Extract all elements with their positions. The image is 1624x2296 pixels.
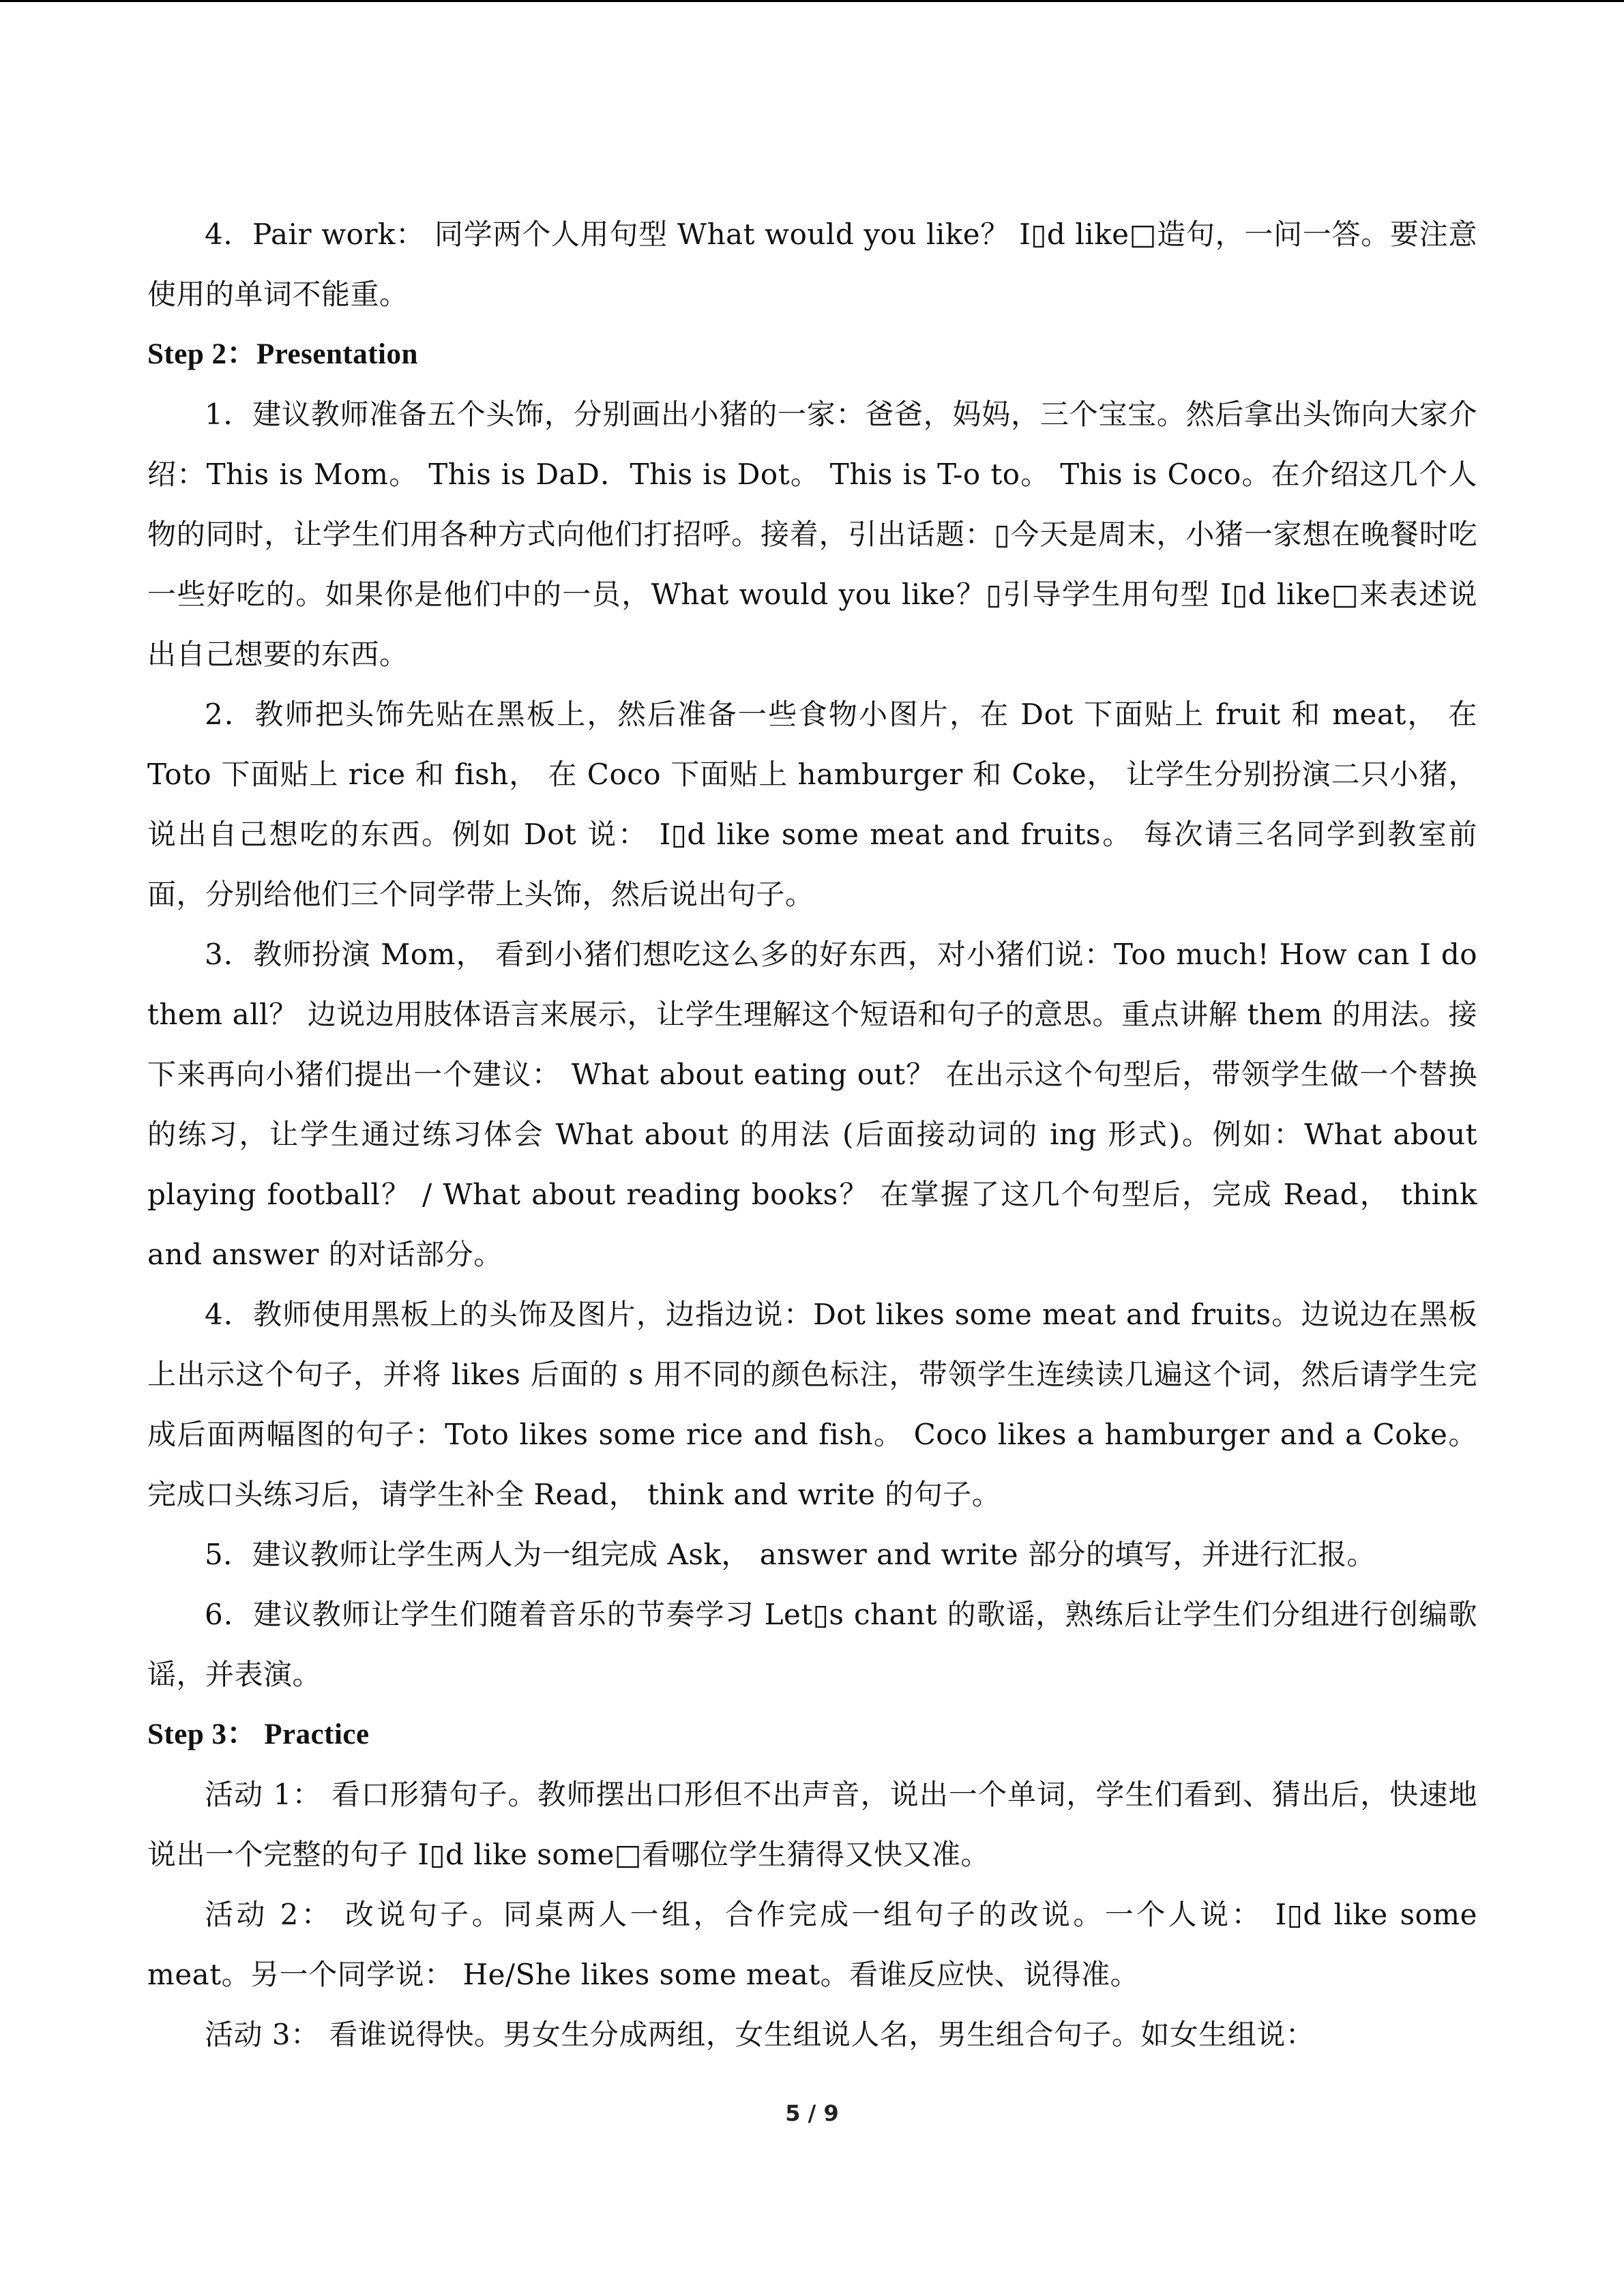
step2-heading: Step 2：Presentation	[147, 338, 418, 370]
top-border-line	[0, 0, 1624, 2]
step2-paragraph-4: 4．教师使用黑板上的头饰及图片，边指边说：Dot likes some meat and fruits。边说边在黑板上出示这个句子，并将 likes 后面的 s 用不同的颜色标注，带领学生连续读几遍这个词，然后请学生完成后面两幅图的句子：Toto likes some rice and fish。 Coco likes a hamburger and a Coke。完成口头练习后，请学生补全 Read， think and write 的句子。	[147, 1298, 1477, 1511]
document-body	[147, 205, 1477, 2065]
step3-activity-1: 活动 1： 看口形猜句子。教师摆出口形但不出声音，说出一个单词，学生们看到、猜出后，快速地说出一个完整的句子 I▯d like some□看哪位学生猜得又快又准。	[147, 1778, 1477, 1871]
step2-paragraph-1: 1．建议教师准备五个头饰，分别画出小猪的一家：爸爸，妈妈，三个宝宝。然后拿出头饰向大家介绍：This is Mom。 This is DaD．This is Dot。 This is T-o to。 This is Coco。在介绍这几个人物的同时，让学生们用各种方式向他们打招呼。接着，引出话题：▯今天是周末，小猪一家想在晚餐时吃一些好吃的。如果你是他们中的一员，What would you like？▯引导学生用句型 I▯d like□来表述说出自己想要的东西。	[147, 398, 1477, 671]
page-number: 5 / 9	[785, 2100, 839, 2126]
step2-paragraph-6: 6．建议教师让学生们随着音乐的节奏学习 Let▯s chant 的歌谣，熟练后让学生们分组进行创编歌谣，并表演。	[147, 1598, 1477, 1691]
step3-activity-2: 活动 2： 改说句子。同桌两人一组，合作完成一组句子的改说。一个人说： I▯d like some meat。另一个同学说： He/She likes some meat。看谁反应快、说得准。	[147, 1898, 1477, 1991]
step3-heading: Step 3： Practice	[147, 1718, 370, 1750]
paragraph-pair-work: 4．Pair work： 同学两个人用句型 What would you like？ I▯d like□造句，一问一答。要注意使用的单词不能重。	[147, 218, 1477, 311]
step3-activity-3: 活动 3： 看谁说得快。男女生分成两组，女生组说人名，男生组合句子。如女生组说：	[205, 2018, 1315, 2051]
step2-paragraph-2: 2．教师把头饰先贴在黑板上，然后准备一些食物小图片，在 Dot 下面贴上 fruit 和 meat， 在 Toto 下面贴上 rice 和 fish， 在 Coco 下面贴上 hamburger 和 Coke， 让学生分别扮演二只小猪，说出自己想吃的东西。例如 Dot 说： I▯d like some meat and fruits。 每次请三名同学到教室前面，分别给他们三个同学带上头饰，然后说出句子。	[147, 698, 1477, 911]
step2-paragraph-3: 3．教师扮演 Mom， 看到小猪们想吃这么多的好东西，对小猪们说：Too much! How can I do them all？ 边说边用肢体语言来展示，让学生理解这个短语和句子的意思。重点讲解 them 的用法。接下来再向小猪们提出一个建议： What about eating out？ 在出示这个句型后，带领学生做一个替换的练习，让学生通过练习体会 What about 的用法 (后面接动词的 ing 形式)。例如：What about playing football？ / What about reading books？ 在掌握了这几个句型后，完成 Read， think and answer 的对话部分。	[147, 938, 1477, 1271]
step2-paragraph-5: 5．建议教师让学生两人为一组完成 Ask， answer and write 部分的填写，并进行汇报。	[205, 1538, 1376, 1571]
